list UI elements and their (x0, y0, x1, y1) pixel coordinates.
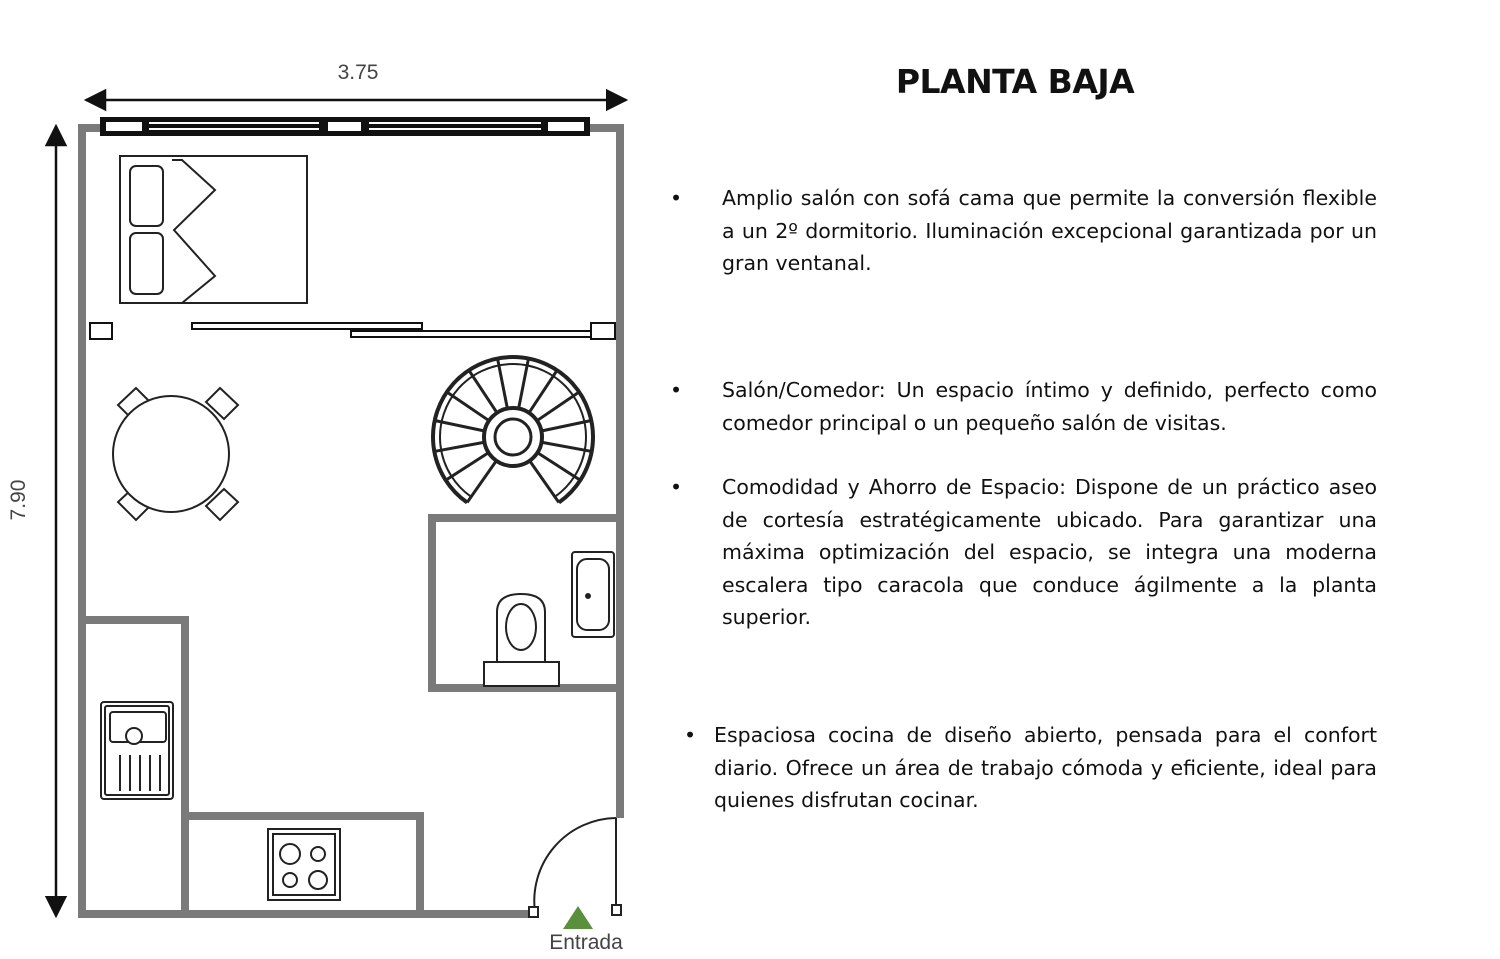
bullet-marker: • (670, 186, 683, 210)
stair-tread (446, 453, 489, 481)
bullet-marker: • (670, 378, 683, 402)
stair-tread (447, 392, 489, 421)
stair-tread (530, 461, 559, 503)
cooktop (268, 829, 340, 900)
entrance-door (529, 818, 621, 917)
stair-tread (467, 461, 496, 503)
stair-tread (519, 359, 529, 409)
window (101, 118, 589, 135)
stair-tread (542, 442, 592, 451)
entrance-label: Entrada (549, 931, 623, 954)
kitchen-sink (101, 702, 173, 799)
stair-post (495, 419, 531, 455)
bullet-text: Amplio salón con sofá cama que permite la conversión flexible a un 2º dormitorio. Iluminación excepcional garantizada por un gran ventanal. (722, 186, 1377, 275)
spiral-staircase (433, 357, 593, 503)
bullet-text: Salón/Comedor: Un espacio íntimo y definido, perfecto como comedor principal o un pequeño salón de visitas. (722, 378, 1377, 435)
sliding-partition (90, 323, 615, 339)
bullet-marker: • (684, 723, 697, 747)
bullet-text: Espaciosa cocina de diseño abierto, pensada para el confort diario. Ofrece un área de trabajo cómoda y eficiente, ideal para quienes disfrutan cocinar. (714, 723, 1377, 812)
stair-tread (541, 420, 591, 431)
page-title: PLANTA BAJA (895, 62, 1135, 101)
height-label: 7.90 (7, 479, 30, 521)
bullet-text: Comodidad y Ahorro de Espacio: Dispone de un práctico aseo de cortesía estratégicamente ubicado. Para garantizar una máxima optimización del espacio, se integra una moderna escalera tipo caracola que conduce ágilmente a la planta superior. (722, 475, 1377, 629)
stair-tread (434, 442, 484, 451)
stair-tread (537, 392, 579, 421)
floor-plan (0, 0, 660, 959)
stair-tread (469, 370, 497, 413)
stair-tread (529, 370, 557, 413)
bullet-marker: • (670, 475, 683, 499)
width-label: 3.75 (337, 61, 379, 84)
width-dimension (86, 61, 626, 100)
height-dimension (7, 126, 56, 916)
dining-table (113, 388, 238, 520)
stair-tread (537, 453, 580, 481)
sofa-bed (120, 156, 307, 303)
stair-tread (498, 359, 508, 409)
shower-tray (572, 552, 614, 637)
toilet (484, 594, 559, 686)
stair-tread (435, 420, 485, 431)
